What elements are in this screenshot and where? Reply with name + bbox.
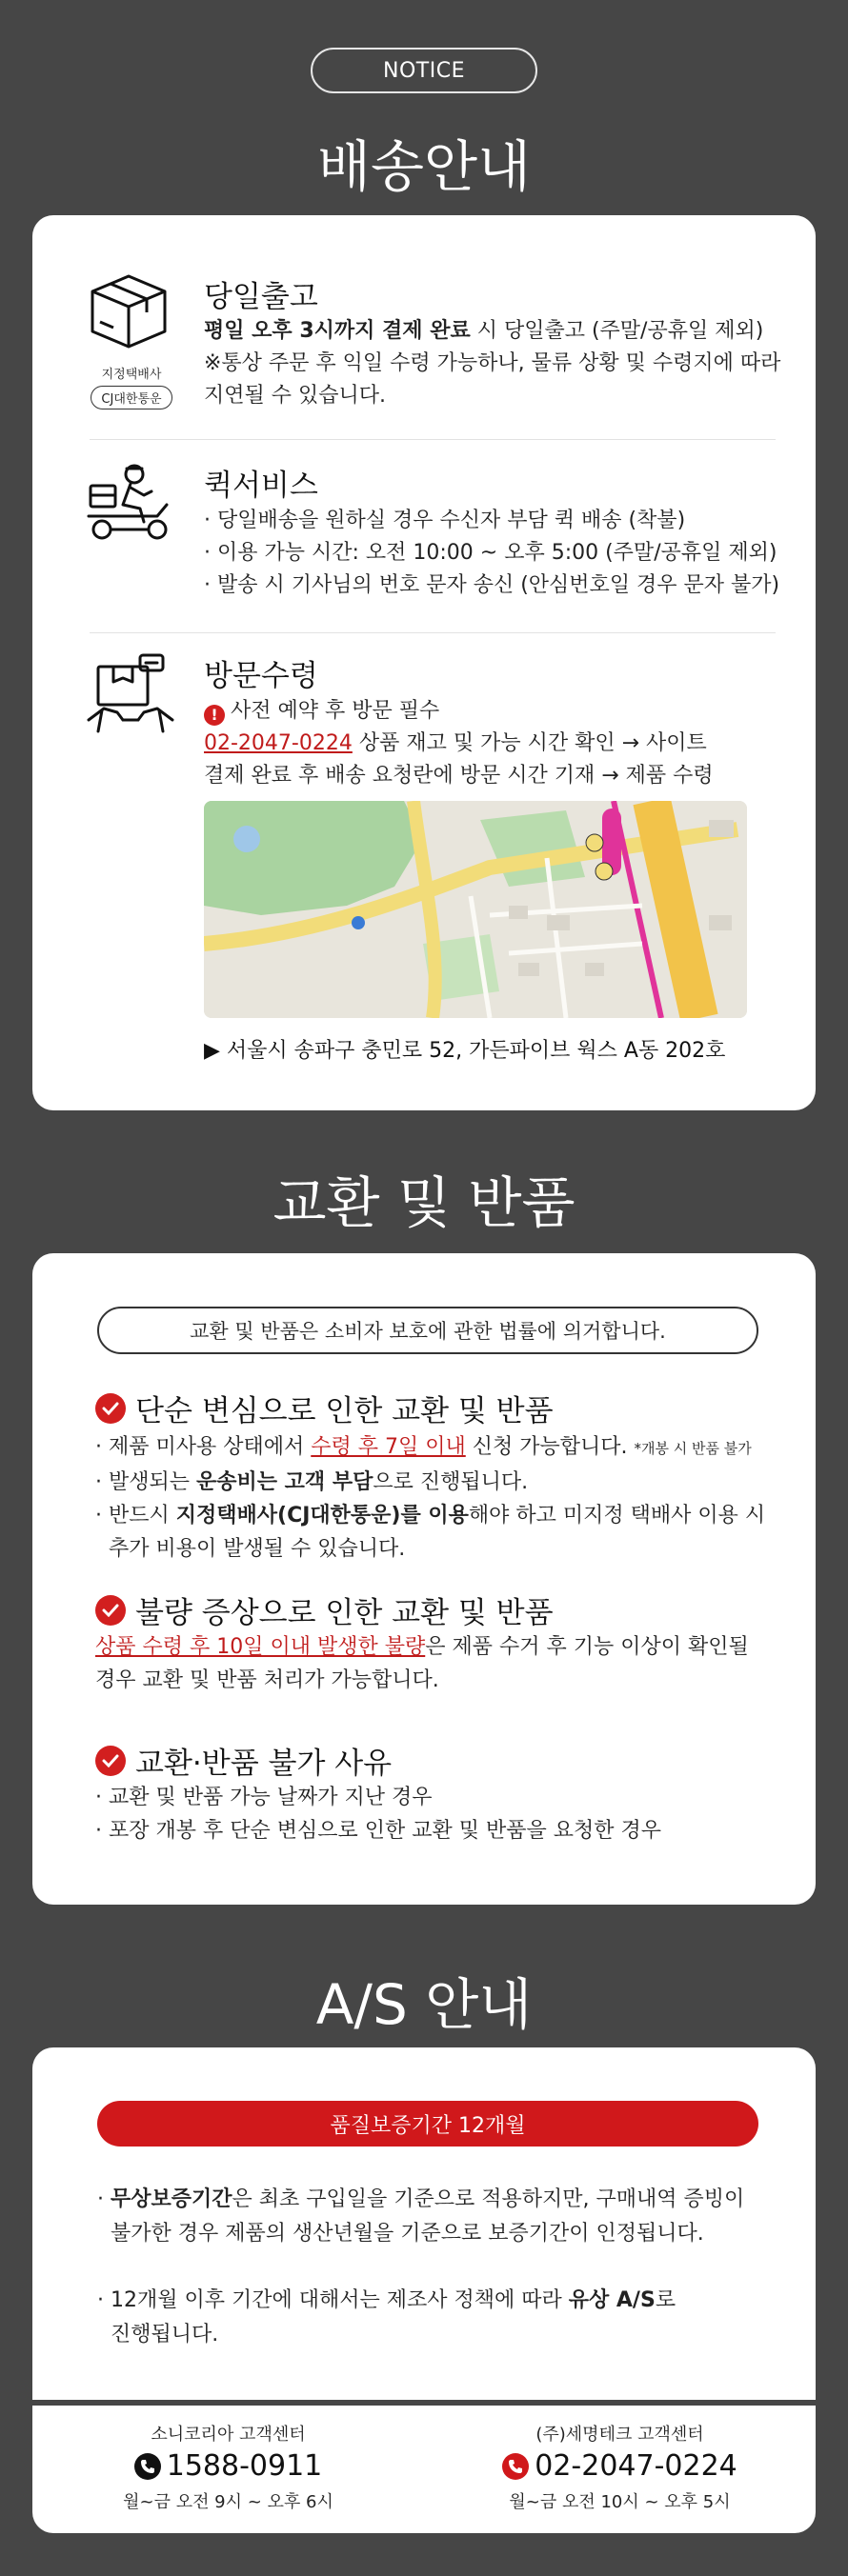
visit-line2: 상품 재고 및 가능 시간 확인 → 사이트 xyxy=(352,731,707,755)
quick-service-text xyxy=(204,505,804,602)
phone-icon xyxy=(502,2453,529,2480)
check-icon xyxy=(95,1746,126,1776)
simple-change-title: 단순 변심으로 인한 교환 및 반품 xyxy=(135,1394,554,1428)
service-center-phone[interactable] xyxy=(424,2449,816,2483)
free-warranty-text: · 무상보증기간은 최초 구입일을 기준으로 적용하지만, 구매내역 증빙이 불가한 경우 제품의 생산년월을 기준으로 보증기간이 인정됩니다. xyxy=(97,2183,764,2251)
quick-service-line: · 이용 가능 시간: 오전 10:00 ~ 오후 5:00 (주말/공휴일 제외) xyxy=(204,541,777,565)
as-p2-b: 로 xyxy=(655,2288,676,2312)
courier-badge-label: 지정택배사 xyxy=(101,368,162,382)
not-allowed-line: · 포장 개봉 후 단순 변심으로 인한 교환 및 반품을 요청한 경우 xyxy=(95,1819,661,1843)
delivery-card xyxy=(32,215,816,1110)
visit-line3: 결제 완료 후 배송 요청란에 방문 시간 기재 → 제품 수령 xyxy=(204,764,714,788)
visit-pickup-title: 방문수령 xyxy=(204,659,318,693)
not-allowed-text xyxy=(95,1781,781,1847)
check-icon xyxy=(95,1393,126,1424)
courier-bold: 지정택배사(CJ대한통운)를 이용 xyxy=(175,1504,469,1528)
service-center-number: 1588-0911 xyxy=(166,2449,323,2483)
free-warranty-bold: 무상보증기간 xyxy=(111,2187,232,2211)
defect-heading xyxy=(95,1588,554,1631)
service-center-hours: 월~금 오전 9시 ~ 오후 6시 xyxy=(123,2492,333,2512)
visit-phone-link[interactable]: 02-2047-0224 xyxy=(204,731,353,755)
quick-service-line: · 발송 시 기사님의 번호 문자 송신 (안심번호일 경우 문자 불가) xyxy=(204,573,780,597)
quick-delivery-scooter-icon xyxy=(85,461,176,549)
warranty-period-bar: 품질보증기간 12개월 xyxy=(97,2101,758,2147)
as-section-title: A/S 안내 xyxy=(315,1972,533,2037)
as-p1-a: 은 최초 구입일을 기준으로 적용하지만, 구매내역 증빙이 xyxy=(232,2187,745,2211)
as-p1-b: 불가한 경우 제품의 생산년월을 기준으로 보증기간이 인정됩니다. xyxy=(111,2222,704,2246)
warning-icon: ! xyxy=(204,705,225,726)
service-center-name: (주)세명테크 고객센터 xyxy=(535,2425,704,2445)
paid-as-text xyxy=(97,2284,764,2352)
simple-l1-b: 신청 가능합니다. xyxy=(465,1435,635,1459)
notice-pill: NOTICE xyxy=(311,48,537,93)
as-card xyxy=(32,2047,816,2533)
divider xyxy=(90,439,776,440)
as-p2-c: 진행됩니다. xyxy=(111,2323,219,2346)
simple-l2-b: 으로 진행됩니다. xyxy=(373,1470,529,1494)
simple-l1-a: · 제품 미사용 상태에서 xyxy=(95,1435,312,1459)
not-allowed-heading xyxy=(95,1739,392,1782)
defect-l2: 경우 교환 및 반품 처리가 가능합니다. xyxy=(95,1668,439,1692)
quick-service-line: · 당일배송을 원하실 경우 수신자 부담 퀵 배송 (착불) xyxy=(204,509,686,532)
opened-no-return-note: *개봉 시 반품 불가 xyxy=(634,1440,752,1457)
quick-service-title: 퀵서비스 xyxy=(204,469,318,503)
not-allowed-title: 교환·반품 불가 사유 xyxy=(135,1747,393,1781)
phone-icon xyxy=(134,2453,161,2480)
service-center-name: 소니코리아 고객센터 xyxy=(151,2425,306,2445)
shipping-cost-bold: 운송비는 고객 부담 xyxy=(196,1470,374,1494)
check-icon xyxy=(95,1595,126,1626)
service-center-number: 02-2047-0224 xyxy=(535,2449,737,2483)
delivery-section-title: 배송안내 xyxy=(316,134,532,199)
store-address: ▶ 서울시 송파구 충민로 52, 가든파이브 웍스 A동 202호 xyxy=(204,1039,726,1063)
service-center-hours: 월~금 오전 10시 ~ 오후 5시 xyxy=(509,2492,731,2512)
simple-change-text xyxy=(95,1430,781,1566)
same-day-highlight: 평일 오후 3시까지 결제 완료 xyxy=(204,319,471,343)
service-center-phone[interactable] xyxy=(32,2449,424,2483)
simple-l3-a: · 반드시 xyxy=(95,1504,176,1528)
simple-l2-a: · 발생되는 xyxy=(95,1470,196,1494)
same-day-line3: 지연될 수 있습니다. xyxy=(204,384,386,408)
visit-pickup-text xyxy=(204,695,785,792)
defect-title: 불량 증상으로 인한 교환 및 반품 xyxy=(135,1596,554,1630)
as-p2-a: · 12개월 이후 기간에 대해서는 제조사 정책에 따라 xyxy=(97,2288,569,2312)
courier-name-pill: CJ대한통운 xyxy=(91,386,172,409)
divider xyxy=(32,2400,816,2406)
box-icon xyxy=(85,270,172,354)
same-day-title: 당일출고 xyxy=(204,280,318,314)
sony-service-center xyxy=(32,2421,424,2513)
same-day-line1: 시 당일출고 (주말/공휴일 제외) xyxy=(470,319,764,343)
same-day-text xyxy=(204,315,785,412)
paid-as-bold: 유상 A/S xyxy=(568,2288,656,2312)
divider xyxy=(90,632,776,633)
law-notice-pill: 교환 및 반품은 소비자 보호에 관한 법률에 의거합니다. xyxy=(97,1307,758,1354)
location-map[interactable] xyxy=(204,801,747,1018)
simple-l4: 추가 비용이 발생될 수 있습니다. xyxy=(95,1537,406,1561)
exchange-section-title: 교환 및 반품 xyxy=(273,1170,575,1235)
pickup-handover-icon xyxy=(85,653,176,741)
courier-badge xyxy=(84,364,179,409)
not-allowed-line: · 교환 및 반품 가능 날짜가 지난 경우 xyxy=(95,1786,433,1809)
visit-warning: 사전 예약 후 방문 필수 xyxy=(231,699,440,723)
defect-text xyxy=(95,1630,781,1697)
simple-change-heading xyxy=(95,1387,554,1429)
seven-day-link: 수령 후 7일 이내 xyxy=(311,1435,466,1459)
semyung-service-center xyxy=(424,2421,816,2513)
exchange-card xyxy=(32,1253,816,1905)
defect-l1-rest: 은 제품 수거 후 기능 이상이 확인될 xyxy=(425,1635,749,1659)
same-day-line2: ※통상 주문 후 익일 수령 가능하나, 물류 상황 및 수령지에 따라 xyxy=(204,351,781,375)
simple-l3-b: 해야 하고 미지정 택배사 이용 시 xyxy=(468,1504,766,1528)
ten-day-defect-link: 상품 수령 후 10일 이내 발생한 불량 xyxy=(95,1635,426,1659)
